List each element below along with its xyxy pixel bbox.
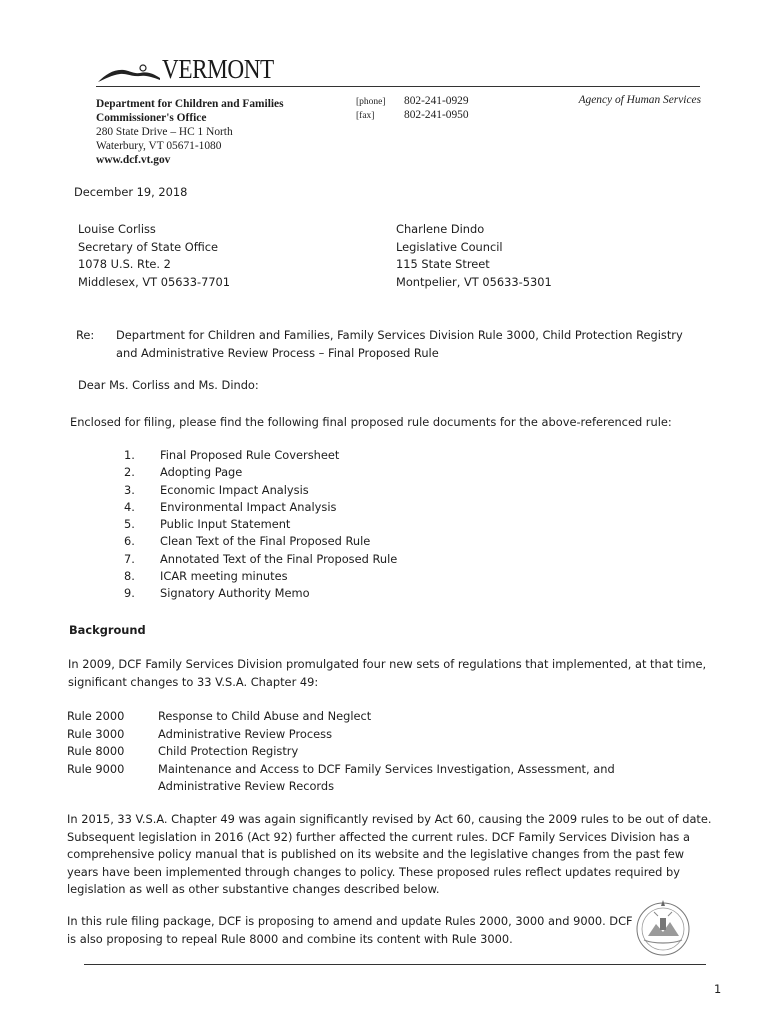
letter-date: December 19, 2018 <box>74 185 188 199</box>
rule-description: Maintenance and Access to DCF Family Services Investigation, Assessment, and Administrative Review Records <box>158 761 615 793</box>
recipient-city: Montpelier, VT 05633-5301 <box>396 274 552 289</box>
recipient-org: Secretary of State Office <box>78 239 219 254</box>
page-number: 1 <box>714 982 722 996</box>
state-seal-icon <box>634 896 692 963</box>
list-item <box>124 482 397 499</box>
footer-divider <box>84 964 706 965</box>
list-item <box>124 533 397 550</box>
list-text: ICAR meeting minutes <box>160 569 288 584</box>
background-heading: Background <box>69 623 146 637</box>
table-row <box>67 743 698 761</box>
table-row <box>67 761 698 796</box>
rule-code: Rule 2000 <box>67 709 125 723</box>
list-text: Clean Text of the Final Proposed Rule <box>160 534 371 549</box>
rule-code: Rule 3000 <box>67 726 125 741</box>
fax-number: 802-241-0950 <box>404 109 469 121</box>
recipient-street: 1078 U.S. Rte. 2 <box>78 257 171 271</box>
contact-block <box>356 95 469 123</box>
rule-description: Administrative Review Process <box>158 726 333 741</box>
street-address: 280 State Drive – HC 1 North <box>96 126 233 138</box>
office-name: Commissioner's Office <box>96 112 207 124</box>
list-item <box>124 551 397 568</box>
recipient-org: Legislative Council <box>396 239 503 254</box>
background-paragraph-3: In this rule filing package, DCF is proposing to amend and update Rules 2000, 3000 and 9000. DCF is also proposing to repeal Rule 8000 and combine its content with Rule 3000. <box>67 914 633 946</box>
list-text: Annotated Text of the Final Proposed Rule <box>160 551 398 566</box>
phone-label: [phone] <box>356 97 386 107</box>
list-text: Adopting Page <box>160 465 243 480</box>
background-paragraph-1: In 2009, DCF Family Services Division promulgated four new sets of regulations that implemented, at that time, significant changes to 33 V.S.A. Chapter 49: <box>68 657 707 689</box>
recipient-city: Middlesex, VT 05633-7701 <box>78 274 231 289</box>
list-number: 1. <box>124 448 135 462</box>
list-item <box>124 568 397 585</box>
background-paragraph-2: In 2015, 33 V.S.A. Chapter 49 was again significantly revised by Act 60, causing the 2009 rules to be out of date. Subsequent legislation in 2016 (Act 92) further affected the current rules. DCF Family Services Division has a comprehensive policy manual that is published on its website and the legislative changes from the past few years have been implemented through changes to policy. These proposed rules reflect updates required by legislation as well as other substantive changes described below. <box>67 812 712 896</box>
rules-table <box>67 708 698 796</box>
re-label: Re: <box>76 328 95 342</box>
list-number: 6. <box>124 534 135 549</box>
recipient-address-1 <box>78 221 230 291</box>
mountain-logo-icon <box>96 62 162 84</box>
rule-description: Response to Child Abuse and Neglect <box>158 709 372 723</box>
rule-code: Rule 9000 <box>67 761 125 776</box>
list-number: 8. <box>124 569 135 584</box>
list-text: Final Proposed Rule Coversheet <box>160 448 340 462</box>
list-item <box>124 447 397 464</box>
phone-number: 802-241-0929 <box>404 95 469 107</box>
list-text: Economic Impact Analysis <box>160 482 309 497</box>
rule-code: Rule 8000 <box>67 744 125 758</box>
list-number: 9. <box>124 586 135 601</box>
list-number: 3. <box>124 482 135 497</box>
list-text: Signatory Authority Memo <box>160 586 310 601</box>
list-item <box>124 499 397 516</box>
list-text: Public Input Statement <box>160 517 291 532</box>
recipient-name: Charlene Dindo <box>396 222 485 236</box>
rule-description: Child Protection Registry <box>158 744 299 758</box>
department-block <box>96 97 284 167</box>
recipient-address-2 <box>396 221 552 291</box>
logo-text: VERMONT <box>162 54 274 84</box>
city-address: Waterbury, VT 05671-1080 <box>96 140 222 152</box>
list-number: 2. <box>124 465 135 480</box>
list-item <box>124 464 397 481</box>
list-item <box>124 516 397 533</box>
list-text: Environmental Impact Analysis <box>160 499 337 514</box>
department-name: Department for Children and Families <box>96 98 284 110</box>
list-number: 5. <box>124 517 135 532</box>
table-row <box>67 708 698 726</box>
header-divider <box>96 86 700 87</box>
list-item <box>124 585 397 602</box>
enclosed-intro: Enclosed for filing, please find the following final proposed rule documents for the above-referenced rule: <box>70 415 672 429</box>
website-link[interactable]: www.dcf.vt.gov <box>96 154 171 166</box>
list-number: 4. <box>124 499 135 514</box>
agency-name: Agency of Human Services <box>578 94 701 106</box>
recipient-street: 115 State Street <box>396 257 490 271</box>
enclosure-list <box>124 447 397 603</box>
list-number: 7. <box>124 551 135 566</box>
salutation: Dear Ms. Corliss and Ms. Dindo: <box>78 378 259 392</box>
table-row <box>67 726 698 744</box>
fax-label: [fax] <box>356 111 375 121</box>
re-subject: Department for Children and Families, Family Services Division Rule 3000, Child Protection Registry and Administrative Review Process – Final Proposed Rule <box>116 328 683 360</box>
vermont-logo <box>96 52 296 86</box>
recipient-name: Louise Corliss <box>78 222 156 236</box>
